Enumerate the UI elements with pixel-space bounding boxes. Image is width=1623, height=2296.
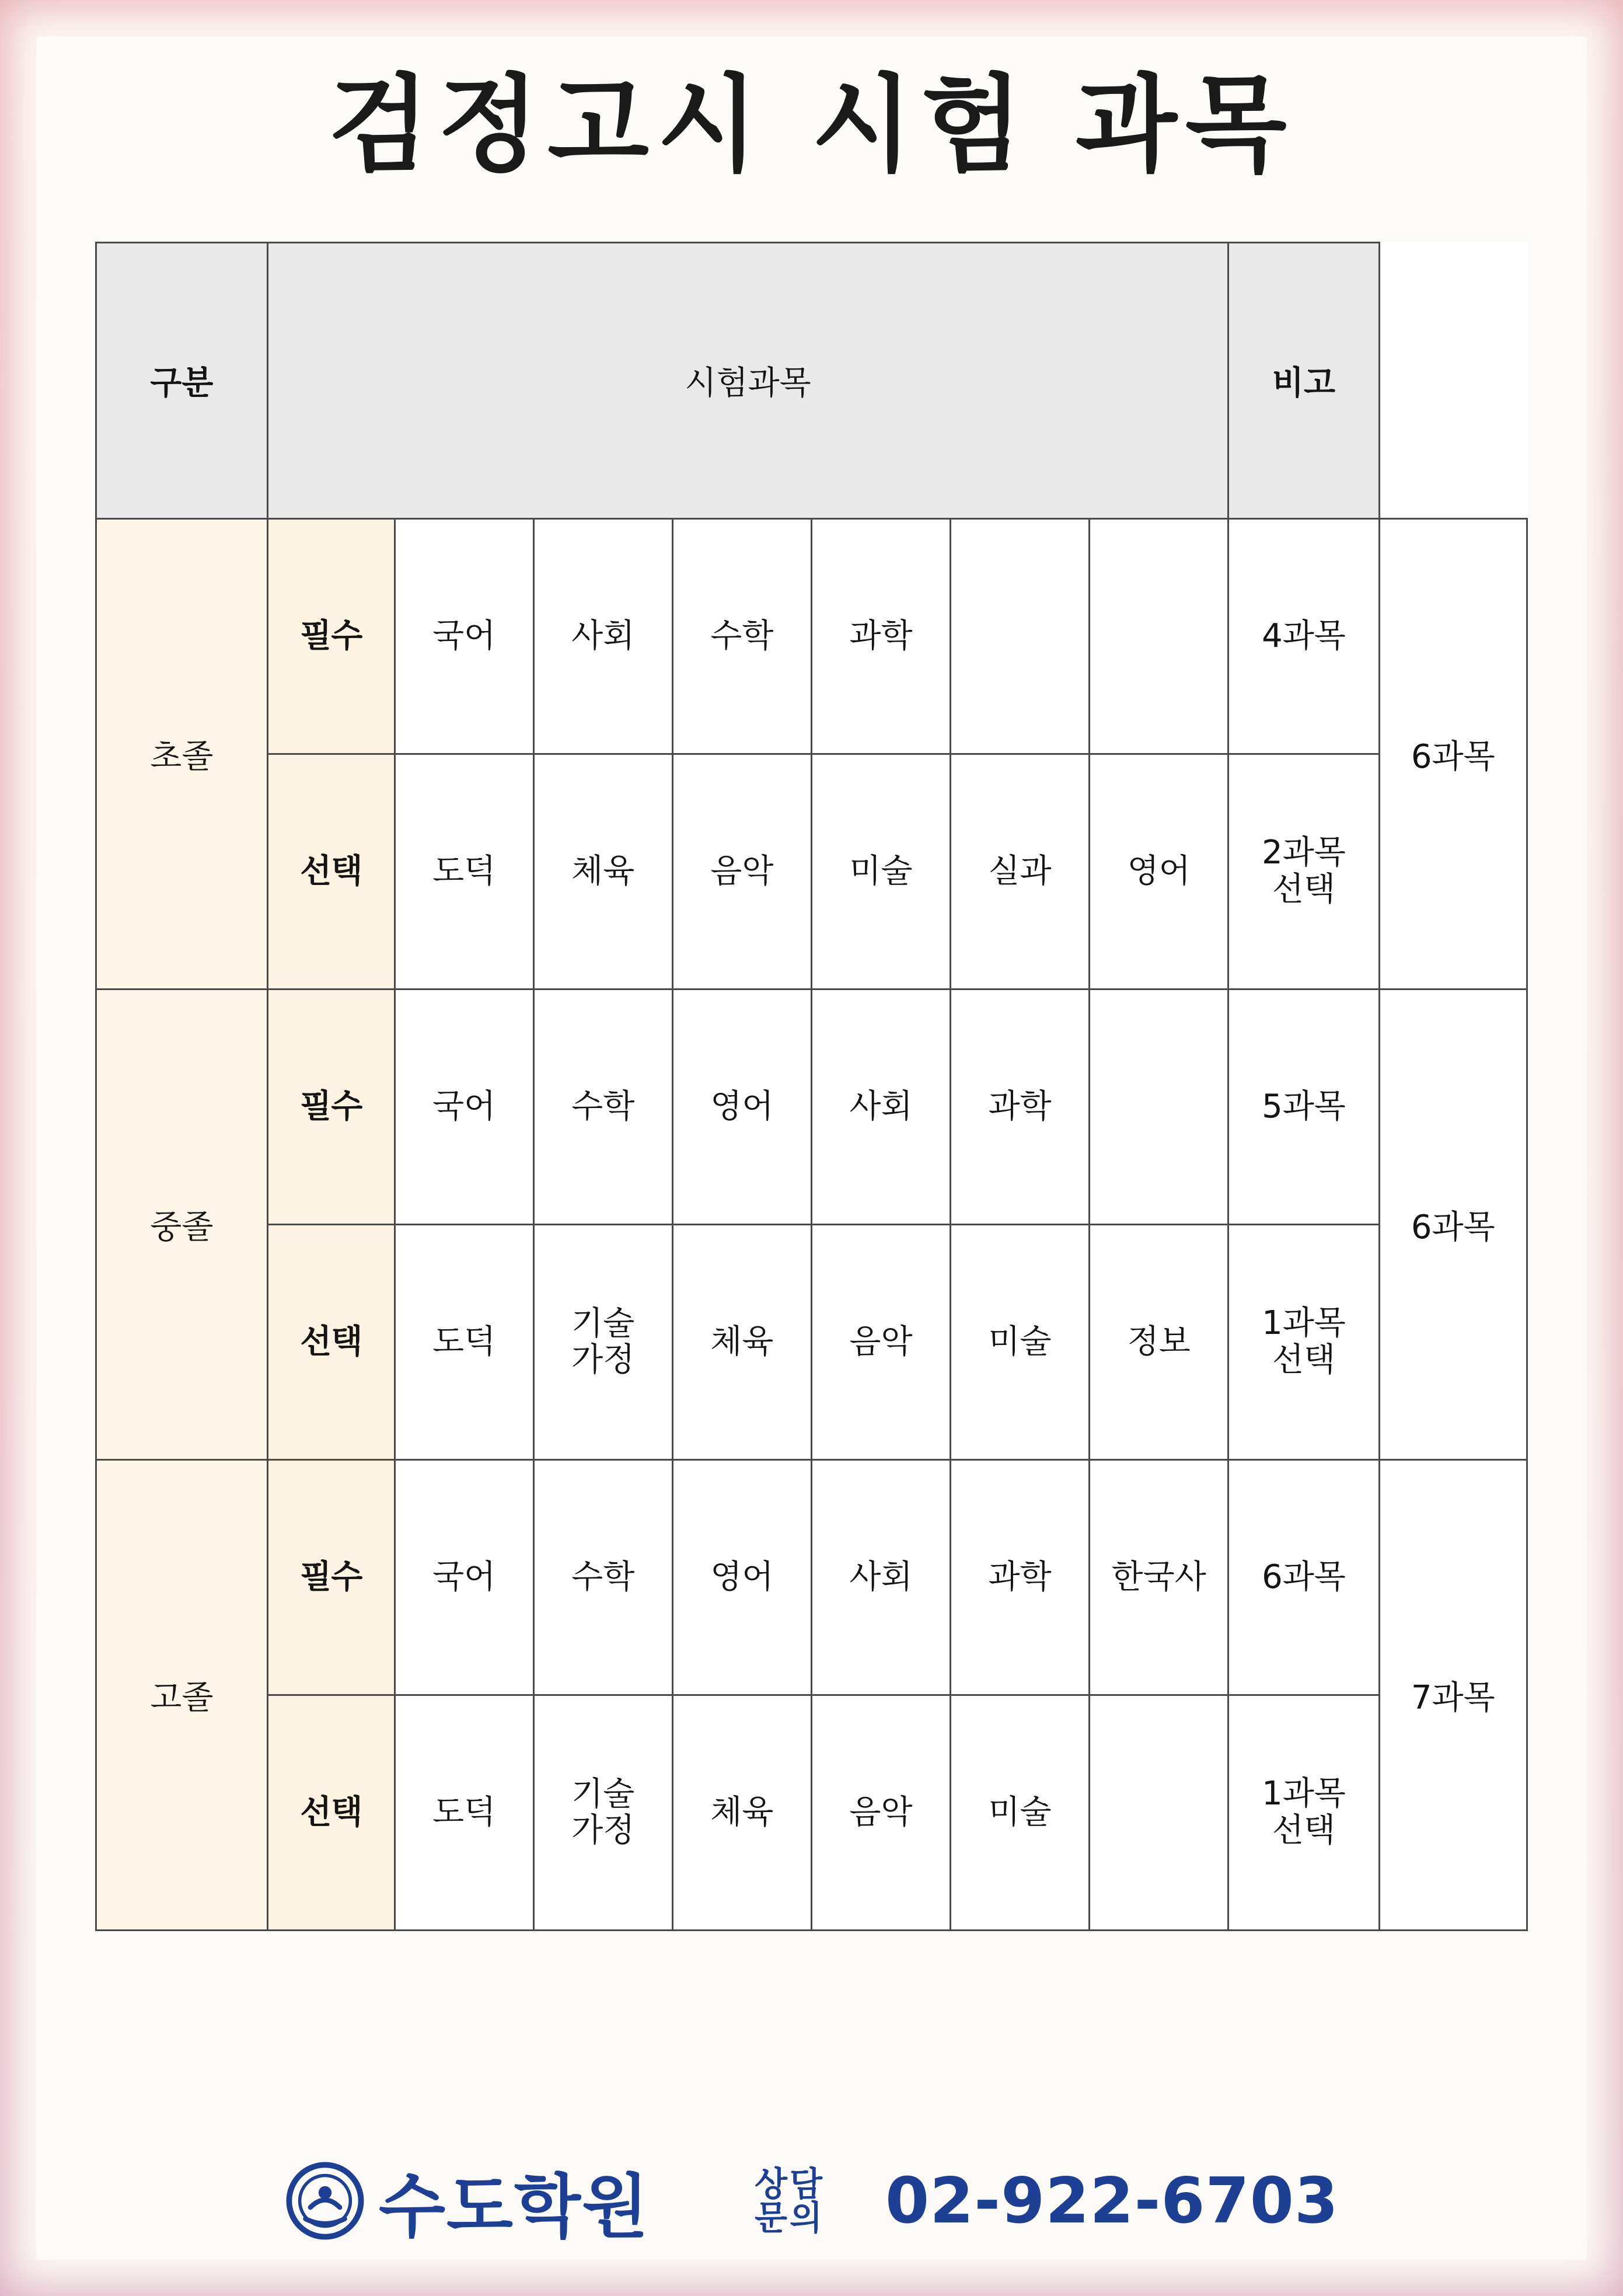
subject-cell: 과학: [811, 519, 950, 754]
level-label: 중졸: [96, 990, 268, 1460]
level-label: 초졸: [96, 519, 268, 990]
subject-cell: 체육: [672, 1695, 811, 1931]
phone-number[interactable]: 02-922-6703: [885, 2164, 1339, 2238]
table-row: [96, 1460, 1527, 1695]
count-cell: 1과목 선택: [1228, 1695, 1379, 1931]
academy-emblem-icon: [284, 2160, 366, 2242]
subject-cell: [1090, 519, 1228, 754]
subject-cell: 수학: [533, 1460, 672, 1695]
count-cell: 5과목: [1228, 990, 1379, 1225]
subject-cell: 기술 가정: [533, 1225, 672, 1460]
subject-cell: 과학: [951, 990, 1090, 1225]
subject-cell: 영어: [672, 990, 811, 1225]
subject-cell: 미술: [951, 1695, 1090, 1931]
table-row: [96, 1225, 1527, 1460]
brand-name: 수도학원: [379, 2166, 650, 2247]
table-header-row: [96, 243, 1527, 519]
subject-cell: 체육: [672, 1225, 811, 1460]
table-row: [96, 1695, 1527, 1931]
type-label: 선택: [267, 1225, 395, 1460]
type-label: 필수: [267, 519, 395, 754]
subject-cell: 영어: [1090, 754, 1228, 990]
exam-subjects-table: [95, 242, 1528, 1931]
type-label: 필수: [267, 990, 395, 1225]
subject-cell: 국어: [395, 1460, 533, 1695]
subject-cell: 미술: [951, 1225, 1090, 1460]
subject-cell: 기술 가정: [533, 1695, 672, 1931]
type-label: 필수: [267, 1460, 395, 1695]
subject-cell: 사회: [811, 1460, 950, 1695]
subject-cell: 체육: [533, 754, 672, 990]
subject-cell: 국어: [395, 519, 533, 754]
type-label: 선택: [267, 754, 395, 990]
subject-cell: 도덕: [395, 754, 533, 990]
brand-logo: [284, 2151, 650, 2250]
subject-cell: 국어: [395, 990, 533, 1225]
header-gubun: 구분: [96, 243, 268, 519]
subject-cell: 사회: [533, 519, 672, 754]
subject-cell: 사회: [811, 990, 950, 1225]
subject-cell: 실과: [951, 754, 1090, 990]
count-cell: 4과목: [1228, 519, 1379, 754]
consult-label: [754, 2164, 825, 2238]
total-cell: 6과목: [1379, 990, 1527, 1460]
subject-cell: [1090, 1695, 1228, 1931]
table-row: [96, 754, 1527, 990]
level-label: 고졸: [96, 1460, 268, 1931]
footer-bar: [0, 2140, 1623, 2262]
count-cell: 2과목 선택: [1228, 754, 1379, 990]
total-cell: 6과목: [1379, 519, 1527, 990]
type-label: 선택: [267, 1695, 395, 1931]
header-bigo: 비고: [1228, 243, 1379, 519]
subject-cell: 수학: [672, 519, 811, 754]
subject-cell: 정보: [1090, 1225, 1228, 1460]
subject-cell: 한국사: [1090, 1460, 1228, 1695]
subject-cell: 수학: [533, 990, 672, 1225]
count-cell: 1과목 선택: [1228, 1225, 1379, 1460]
subject-cell: 도덕: [395, 1695, 533, 1931]
subject-cell: [1090, 990, 1228, 1225]
table-row: [96, 519, 1527, 754]
consult-line-1: 상담: [754, 2164, 825, 2204]
consult-line-2: 문의: [754, 2198, 825, 2238]
subject-cell: 음악: [811, 1225, 950, 1460]
subject-cell: 영어: [672, 1460, 811, 1695]
subject-cell: 음악: [672, 754, 811, 990]
table-row: [96, 990, 1527, 1225]
header-exam-subjects: 시험과목: [267, 243, 1228, 519]
subject-cell: 도덕: [395, 1225, 533, 1460]
subject-cell: 과학: [951, 1460, 1090, 1695]
subject-cell: [951, 519, 1090, 754]
subject-cell: 음악: [811, 1695, 950, 1931]
count-cell: 6과목: [1228, 1460, 1379, 1695]
total-cell: 7과목: [1379, 1460, 1527, 1931]
page-title: 검정고시 시험 과목: [328, 64, 1295, 186]
subject-cell: 미술: [811, 754, 950, 990]
